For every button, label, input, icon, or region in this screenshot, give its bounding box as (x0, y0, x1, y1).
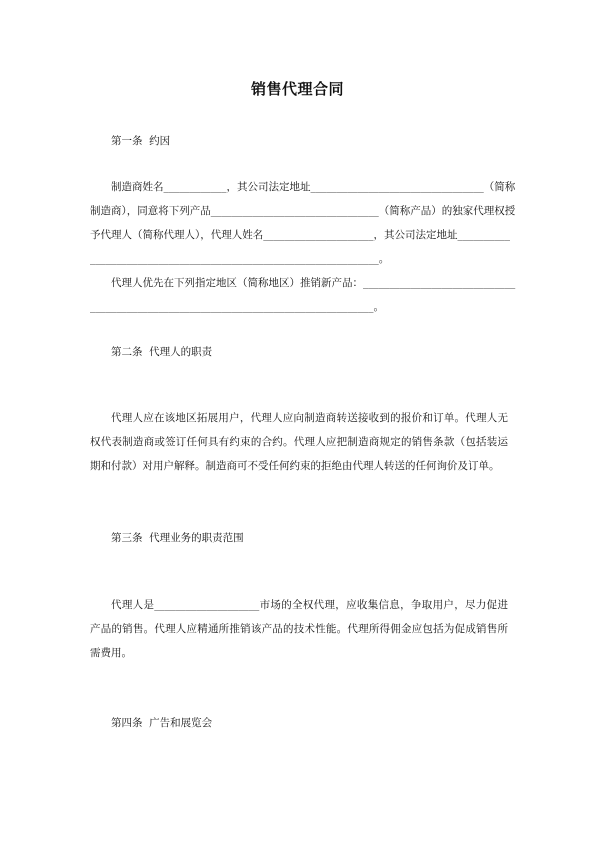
article-3-body: 代理人是____________________市场的全权代理，应收集信息，争取用户，尽力促进产品的销售。代理人应精通所推销该产品的技术性能。代理所得佣金应包括为促成销售所需费用。 (90, 599, 508, 659)
article-1-line-5: 代理人优先在下列指定地区（简称地区）推销新产品：_____________________________ (90, 277, 516, 289)
article-4-heading: 第四条 广告和展览会 (111, 717, 213, 729)
article-2-heading: 第二条 代理人的职责 (111, 346, 213, 358)
article-1-line-6: ______________________________________________________。 (90, 301, 384, 313)
article-1-line-1: 制造商姓名____________，其公司法定地址_________________________________（简称 (90, 181, 516, 193)
article-1-line-4: _______________________________________________________。 (90, 253, 390, 265)
document-title: 销售代理合同 (250, 80, 344, 98)
article-1-line-2: 制造商），同意将下列产品________________________________（简称产品）的独家代理权授 (90, 205, 516, 217)
article-2-body: 代理人应在该地区拓展用户，代理人应向制造商转送接收到的报价和订单。代理人无权代表制造商或签订任何具有约束的合约。代理人应把制造商规定的销售条款（包括装运期和付款）对用户解释。制造商可不受任何约束的拒绝由代理人转送的任何询价及订单。 (90, 412, 508, 472)
article-3-heading: 第三条 代理业务的职责范围 (111, 532, 244, 544)
article-1-heading: 第一条 约因 (111, 135, 171, 147)
article-1-line-3: 予代理人（简称代理人），代理人姓名_____________________，其公司法定地址__________ (90, 229, 510, 241)
